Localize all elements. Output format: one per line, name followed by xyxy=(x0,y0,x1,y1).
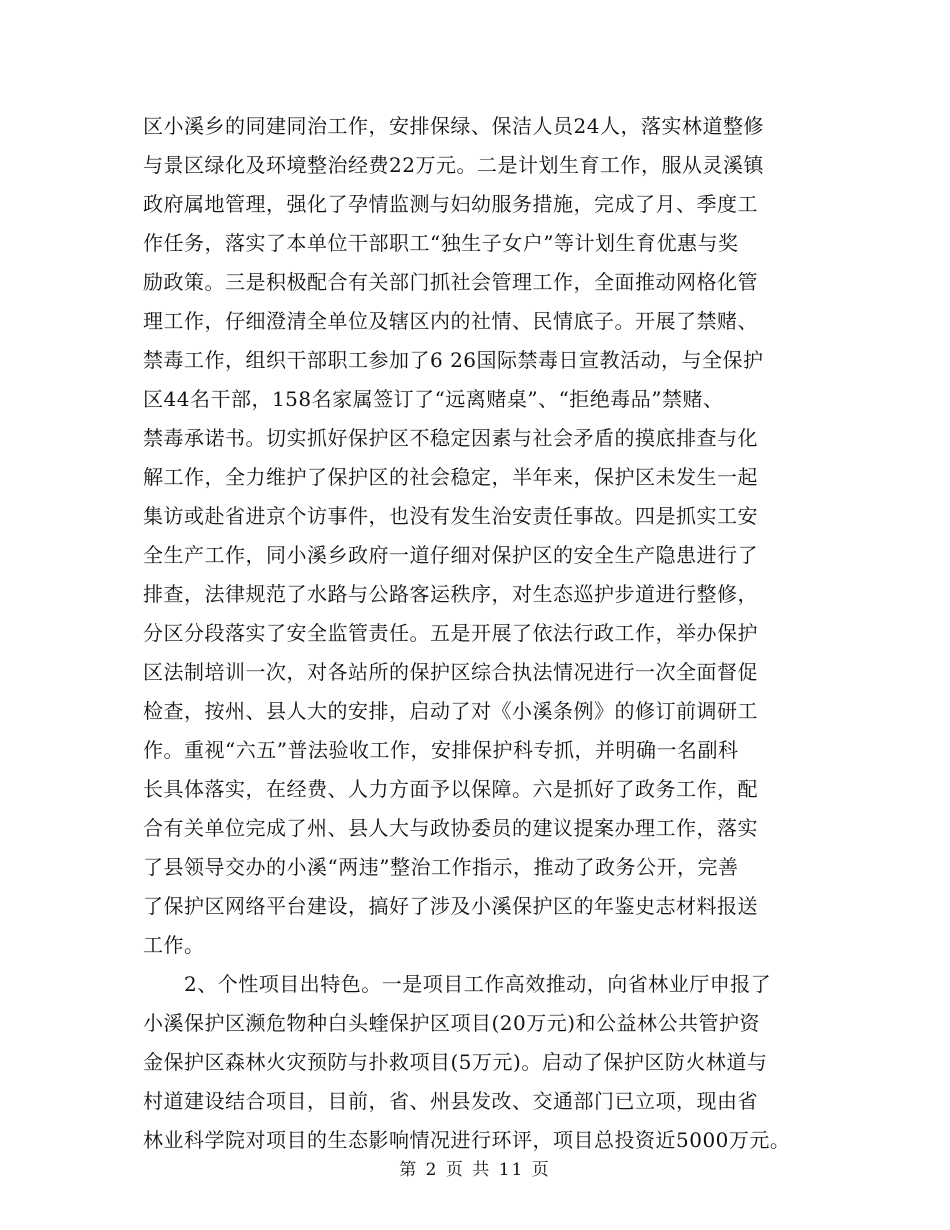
text-line: 区44名干部，158名家属签订了“远离赌桌”、“拒绝毒品”禁赌、 xyxy=(143,387,724,411)
text-line: 了县领导交办的小溪“两违”整治工作指示，推动了政务公开，完善 xyxy=(143,855,739,879)
text-line: 区法制培训一次，对各站所的保护区综合执法情况进行一次全面督促 xyxy=(143,660,758,684)
text-line: 解工作，全力维护了保护区的社会稳定，半年来，保护区未发生一起 xyxy=(143,465,758,489)
text-line: 分区分段落实了安全监管责任。五是开展了依法行政工作，举办保护 xyxy=(143,621,758,645)
text-line: 金保护区森林火灾预防与扑救项目(5万元)。启动了保护区防火林道与 xyxy=(143,1050,768,1074)
text-line: 排查，法律规范了水路与公路客运秩序，对生态巡护步道进行整修， xyxy=(143,582,758,606)
body-text xyxy=(143,107,823,1160)
text-line: 集访或赴省进京个访事件，也没有发生治安责任事故。四是抓实工安 xyxy=(143,504,758,528)
text-line: 励政策。三是积极配合有关部门抓社会管理工作，全面推动网格化管 xyxy=(143,270,758,294)
text-line: 与景区绿化及环境整治经费22万元。二是计划生育工作，服从灵溪镇 xyxy=(143,153,764,177)
text-line: 理工作，仔细澄清全单位及辖区内的社情、民情底子。开展了禁赌、 xyxy=(143,309,758,333)
text-line: 作任务，落实了本单位干部职工“独生子女户”等计划生育优惠与奖 xyxy=(143,231,739,255)
text-line: 作。重视“六五”普法验收工作，安排保护科专抓，并明确一名副科 xyxy=(143,738,739,762)
page-footer: 第 2 页 共 11 页 xyxy=(399,1160,551,1180)
text-line: 工作。 xyxy=(143,933,205,957)
text-line: 村道建设结合项目，目前，省、州县发改、交通部门已立项，现由省 xyxy=(143,1089,758,1113)
text-line: 合有关单位完成了州、县人大与政协委员的建议提案办理工作，落实 xyxy=(143,816,758,840)
text-line: 禁毒工作，组织干部职工参加了6 26国际禁毒日宣教活动，与全保护 xyxy=(143,348,764,372)
text-line: 2、个性项目出特色。一是项目工作高效推动，向省林业厅申报了 xyxy=(143,972,772,996)
text-line: 检查，按州、县人大的安排，启动了对《小溪条例》的修订前调研工 xyxy=(143,699,758,723)
text-line: 了保护区网络平台建设，搞好了涉及小溪保护区的年鉴史志材料报送 xyxy=(143,894,758,918)
text-line: 区小溪乡的同建同治工作，安排保绿、保洁人员24人，落实林道整修 xyxy=(143,114,764,138)
text-line: 全生产工作，同小溪乡政府一道仔细对保护区的安全生产隐患进行了 xyxy=(143,543,758,567)
text-line: 禁毒承诺书。切实抓好保护区不稳定因素与社会矛盾的摸底排查与化 xyxy=(143,426,758,450)
text-line: 林业科学院对项目的生态影响情况进行环评，项目总投资近5000万元。 xyxy=(143,1128,791,1152)
text-line: 小溪保护区濒危物种白头蝰保护区项目(20万元)和公益林公共管护资 xyxy=(143,1011,761,1035)
text-line: 长具体落实，在经费、人力方面予以保障。六是抓好了政务工作，配 xyxy=(143,777,758,801)
text-line: 政府属地管理，强化了孕情监测与妇幼服务措施，完成了月、季度工 xyxy=(143,192,758,216)
